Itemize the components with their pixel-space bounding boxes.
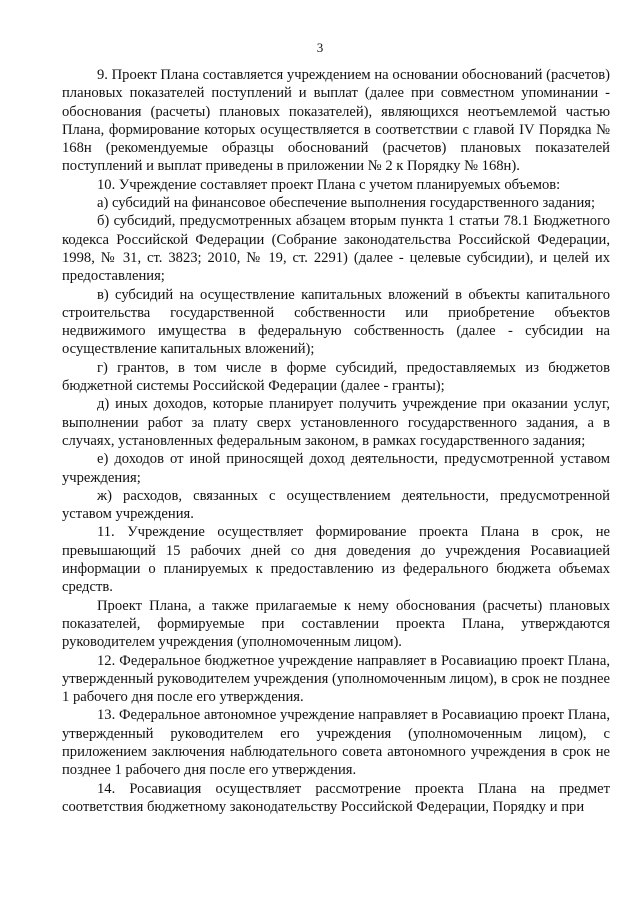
paragraph-9: 9. Проект Плана составляется учреждением на основании обоснований (расчетов) плановых показателей поступлений и выплат (далее при совместном упоминании - обоснования (расчеты) плановых показателей), являющихся неотъемлемой частью Плана, формирование которых осуществляется в соответствии с главой IV Порядка № 168н (рекомендуемые образцы обоснований (расчетов) плановых показателей поступлений и выплат приведены в приложении № 2 к Порядку № 168н). <box>62 67 610 175</box>
paragraph-11-approval: Проект Плана, а также прилагаемые к нему обоснования (расчеты) плановых показателей, формируемые при составлении проекта Плана, утверждаются руководителем учреждения (уполномоченным лицом). <box>62 597 610 651</box>
paragraph-10-v: в) субсидий на осуществление капитальных вложений в объекты капитального строительства государственной собственности или приобретение объектов недвижимого имущества в федеральную собственность (далее - субсидии на осуществление капитальных вложений); <box>62 286 610 358</box>
paragraph-10-b: б) субсидий, предусмотренных абзацем вторым пункта 1 статьи 78.1 Бюджетного кодекса Российской Федерации (Собрание законодательства Российской Федерации, 1998, № 31, ст. 3823; 2010, № 19, ст. 2291) (далее - целевые субсидии), и целей их предоставления; <box>62 213 610 285</box>
paragraph-13: 13. Федеральное автономное учреждение направляет в Росавиацию проект Плана, утвержденный руководителем его учреждения (уполномоченным лицом), с приложением заключения наблюдательного совета автономного учреждения в срок не позднее 1 рабочего дня после его утверждения. <box>62 707 610 779</box>
document-body <box>62 66 610 816</box>
paragraph-10-e: е) доходов от иной приносящей доход деятельности, предусмотренной уставом учреждения; <box>62 451 610 486</box>
paragraph-10-zh: ж) расходов, связанных с осуществлением деятельности, предусмотренной уставом учреждения. <box>62 487 610 523</box>
paragraph-14: 14. Росавиация осуществляет рассмотрение проекта Плана на предмет соответствия бюджетному законодательству Российской Федерации, Порядку и при <box>62 780 610 815</box>
paragraph-11: 11. Учреждение осуществляет формирование проекта Плана в срок, не превышающий 15 рабочих дней со дня доведения до учреждения Росавиацией информации о планируемых к предоставлению из федерального бюджета объемах средств. <box>62 524 610 596</box>
paragraph-10-g: г) грантов, в том числе в форме субсидий, предоставляемых из бюджетов бюджетной системы Российской Федерации (далее - гранты); <box>62 359 610 395</box>
paragraph-10-a: а) субсидий на финансовое обеспечение выполнения государственного задания; <box>97 195 596 212</box>
paragraph-12: 12. Федеральное бюджетное учреждение направляет в Росавиацию проект Плана, утвержденный руководителем учреждения (уполномоченным лицом), в срок не позднее 1 рабочего дня после его утверждения. <box>62 652 610 706</box>
page-number: 3 <box>316 40 324 55</box>
paragraph-10: 10. Учреждение составляет проект Плана с учетом планируемых объемов: <box>97 176 561 193</box>
paragraph-10-d: д) иных доходов, которые планирует получить учреждение при оказании услуг, выполнении работ за плату сверх установленного государственного задания, а в случаях, установленных федеральным законом, в рамках государственного задания; <box>62 396 610 449</box>
